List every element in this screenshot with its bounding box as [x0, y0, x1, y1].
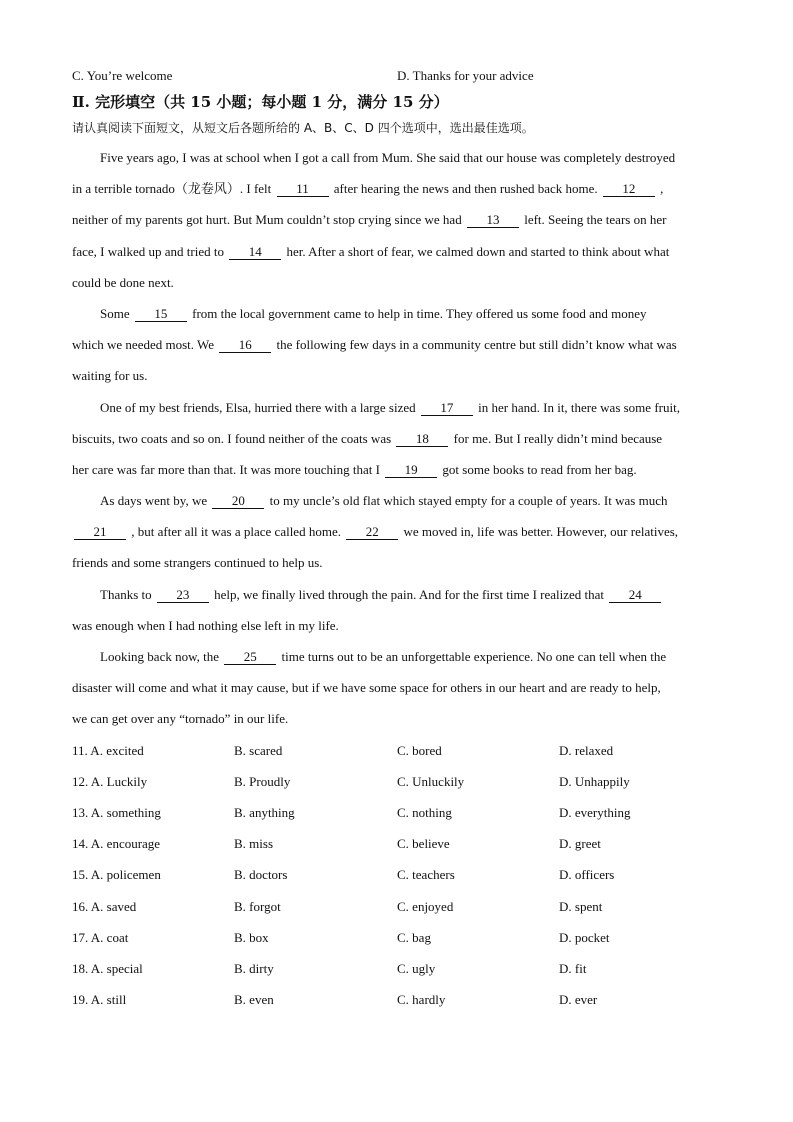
option-d: D. spent	[559, 898, 603, 914]
passage-line	[72, 491, 722, 522]
blank-12: 12	[603, 181, 655, 197]
passage-text: , but after all it was a place called home.	[128, 524, 345, 540]
option-a: 15. A. policemen	[72, 867, 161, 883]
passage-line	[72, 616, 722, 647]
previous-question-options	[72, 66, 722, 90]
passage-text: in her hand. In it, there was some fruit,	[474, 399, 680, 415]
passage-text: for me. But I really didn’t mind because	[450, 430, 663, 446]
passage-text: we can get over any “tornado” in our life.	[72, 711, 289, 727]
passage-text: Five years ago, I was at school when I got a call from Mum. She said that our house was completely destroyed	[100, 150, 676, 165]
passage-line	[72, 179, 722, 210]
blank-17: 17	[421, 400, 473, 416]
option-b: B. doctors	[234, 867, 288, 883]
option-c: C. believe	[397, 836, 450, 852]
passage-text: One of my best friends, Elsa, hurried there with a large sized	[100, 399, 419, 415]
option-d: D. fit	[559, 960, 587, 976]
option-d: D. Thanks for your advice	[397, 68, 534, 83]
option-c: C. enjoyed	[397, 898, 454, 914]
passage-text: ,	[656, 181, 664, 197]
option-c: C. bag	[397, 929, 431, 945]
passage-line	[72, 148, 722, 179]
passage-text: Looking back now, the	[100, 649, 223, 664]
question-row	[72, 772, 722, 803]
passage-line	[72, 553, 722, 584]
option-c: C. Unluckily	[397, 773, 465, 789]
blank-20: 20	[212, 493, 264, 509]
option-a: 18. A. special	[72, 960, 143, 976]
blank-11: 11	[277, 181, 329, 197]
section-title: Ⅱ. 完形填空（共 15 小题；每小题 1 分，满分 15 分）	[72, 93, 449, 111]
option-b: B. Proudly	[234, 773, 291, 789]
option-c: C. ugly	[397, 960, 436, 976]
passage-line	[72, 522, 722, 553]
question-row	[72, 865, 722, 896]
option-d: D. greet	[559, 836, 601, 852]
passage-text: biscuits, two coats and so on. I found neither of the coats was	[72, 430, 395, 446]
passage-line	[72, 678, 722, 709]
passage-line	[72, 398, 722, 429]
blank-16: 16	[219, 337, 271, 353]
question-row	[72, 990, 722, 1021]
blank-23: 23	[157, 587, 209, 603]
option-d: D. everything	[559, 804, 631, 820]
question-row	[72, 959, 722, 990]
option-c: C. hardly	[397, 992, 446, 1008]
option-a: 13. A. something	[72, 804, 161, 820]
passage-text: face, I walked up and tried to	[72, 243, 228, 259]
section-instruction: 请认真阅读下面短文，从短文后各题所给的 A、B、C、D 四个选项中，选出最佳选项。	[72, 121, 534, 135]
option-b: B. miss	[234, 836, 274, 852]
passage-text: neither of my parents got hurt. But Mum couldn’t stop crying since we had	[72, 212, 465, 228]
passage-line	[72, 429, 722, 460]
option-a: 16. A. saved	[72, 898, 137, 914]
option-c: C. You’re welcome	[72, 68, 173, 83]
option-a: 12. A. Luckily	[72, 773, 148, 789]
passage-text: which we needed most. We	[72, 337, 218, 353]
option-a: 19. A. still	[72, 992, 127, 1008]
option-d: D. pocket	[559, 929, 610, 945]
passage-line	[72, 366, 722, 397]
passage-text: her care was far more than that. It was more touching that I	[72, 461, 384, 477]
document-page	[72, 66, 722, 1021]
blank-13: 13	[467, 212, 519, 228]
question-options	[72, 741, 722, 1022]
option-c: C. bored	[397, 742, 442, 758]
blank-21: 21	[74, 524, 126, 540]
blank-19: 19	[385, 462, 437, 478]
passage-text: from the local government came to help in time. They offered us some food and money	[188, 305, 647, 321]
question-row	[72, 741, 722, 772]
question-row	[72, 834, 722, 865]
option-c: C. teachers	[397, 867, 455, 883]
option-d: D. officers	[559, 867, 615, 883]
question-row	[72, 803, 722, 834]
blank-14: 14	[229, 244, 281, 260]
passage-text: time turns out to be an unforgettable experience. No one can tell when the	[278, 649, 667, 664]
passage-line	[72, 709, 722, 740]
passage-text: could be done next.	[72, 274, 174, 290]
passage-line	[72, 460, 722, 491]
passage-text: in a terrible tornado（龙卷风）. I felt	[72, 181, 275, 197]
passage-line	[72, 273, 722, 304]
option-d: D. Unhappily	[559, 773, 630, 789]
blank-22: 22	[346, 524, 398, 540]
passage-line	[72, 304, 722, 335]
option-a: 11. A. excited	[72, 742, 144, 758]
passage-line	[72, 210, 722, 241]
passage-line	[72, 242, 722, 273]
blank-15: 15	[135, 306, 187, 322]
option-b: B. even	[234, 992, 274, 1008]
passage-text: Thanks to	[100, 586, 155, 602]
passage-text: friends and some strangers continued to help us.	[72, 555, 323, 571]
question-row	[72, 897, 722, 928]
passage-text: to my uncle’s old flat which stayed empty for a couple of years. It was much	[266, 493, 668, 509]
option-a: 14. A. encourage	[72, 836, 161, 852]
passage-text: Some	[100, 305, 133, 321]
option-d: D. relaxed	[559, 742, 614, 758]
option-a: 17. A. coat	[72, 929, 129, 945]
option-b: B. dirty	[234, 960, 274, 976]
passage-text: left. Seeing the tears on her	[520, 212, 667, 228]
option-d: D. ever	[559, 992, 598, 1008]
option-c: C. nothing	[397, 804, 452, 820]
option-b: B. box	[234, 929, 269, 945]
blank-18: 18	[396, 431, 448, 447]
option-b: B. anything	[234, 804, 295, 820]
passage-text: was enough when I had nothing else left in my life.	[72, 617, 339, 633]
passage-text: her. After a short of fear, we calmed down and started to think about what	[283, 243, 670, 259]
passage-text: As days went by, we	[100, 493, 211, 509]
passage-text: waiting for us.	[72, 368, 148, 384]
passage-text: after hearing the news and then rushed back home.	[330, 181, 601, 197]
option-b: B. scared	[234, 742, 283, 758]
passage-text: help, we finally lived through the pain. And for the first time I realized that	[210, 586, 608, 602]
question-row	[72, 928, 722, 959]
passage-line	[72, 585, 722, 616]
passage-text: we moved in, life was better. However, our relatives,	[400, 524, 679, 540]
blank-25: 25	[224, 649, 276, 665]
passage-line	[72, 647, 722, 678]
passage-text: got some books to read from her bag.	[439, 461, 637, 477]
passage-text: the following few days in a community centre but still didn’t know what was	[273, 337, 677, 353]
cloze-passage	[72, 148, 722, 741]
passage-text: disaster will come and what it may cause, but if we have some space for others in our heart and are ready to help,	[72, 680, 661, 696]
option-b: B. forgot	[234, 898, 281, 914]
blank-24: 24	[609, 587, 661, 603]
passage-line	[72, 335, 722, 366]
